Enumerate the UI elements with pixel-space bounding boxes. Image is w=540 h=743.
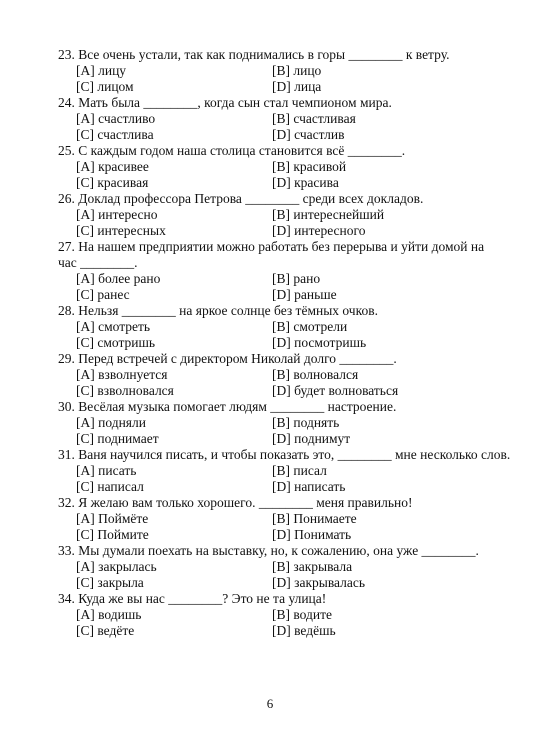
answer-option-c[interactable]: [C] ведёте bbox=[76, 623, 135, 638]
question-stem: 24. Мать была ________, когда сын стал чемпионом мира. bbox=[58, 95, 392, 110]
question-31 bbox=[58, 447, 511, 495]
answer-option-b[interactable]: [B] Понимаете bbox=[272, 511, 357, 526]
answer-option-c[interactable]: [C] интересных bbox=[76, 223, 166, 238]
answer-options bbox=[76, 207, 498, 239]
answer-option-d[interactable]: [D] написать bbox=[272, 479, 346, 494]
answer-option-d[interactable]: [D] счастлив bbox=[272, 127, 345, 142]
answer-options bbox=[76, 367, 498, 399]
answer-option-c[interactable]: [C] ранес bbox=[76, 287, 130, 302]
question-stem: 28. Нельзя ________ на яркое солнце без тёмных очков. bbox=[58, 303, 378, 318]
answer-options bbox=[76, 111, 498, 143]
question-stem: 26. Доклад профессора Петрова ________ среди всех докладов. bbox=[58, 191, 424, 206]
answer-option-c[interactable]: [C] поднимает bbox=[76, 431, 159, 446]
answer-option-d[interactable]: [D] закрывалась bbox=[272, 575, 366, 590]
answer-option-b[interactable]: [B] счастливая bbox=[272, 111, 356, 126]
answer-option-a[interactable]: [A] красивее bbox=[76, 159, 149, 174]
answer-options bbox=[76, 559, 498, 591]
answer-option-c[interactable]: [C] красивая bbox=[76, 175, 149, 190]
answer-option-a[interactable]: [A] Поймёте bbox=[76, 511, 149, 526]
question-stem: 27. На нашем предприятии можно работать без перерыва и уйти домой на час ________. bbox=[58, 239, 485, 270]
answer-option-d[interactable]: [D] красива bbox=[272, 175, 339, 190]
answer-option-d[interactable]: [D] интересного bbox=[272, 223, 366, 238]
answer-options bbox=[76, 511, 498, 543]
answer-option-b[interactable]: [B] волновался bbox=[272, 367, 359, 382]
answer-option-d[interactable]: [D] Понимать bbox=[272, 527, 352, 542]
answer-option-a[interactable]: [A] более рано bbox=[76, 271, 161, 286]
answer-option-c[interactable]: [C] смотришь bbox=[76, 335, 156, 350]
question-25 bbox=[58, 143, 498, 191]
answer-options bbox=[76, 415, 498, 447]
question-stem: 32. Я желаю вам только хорошего. ________ меня правильно! bbox=[58, 495, 413, 510]
answer-options bbox=[76, 607, 498, 639]
answer-option-d[interactable]: [D] ведёшь bbox=[272, 623, 336, 638]
answer-option-b[interactable]: [B] интереснейший bbox=[272, 207, 385, 222]
answer-option-b[interactable]: [B] писал bbox=[272, 463, 327, 478]
answer-option-d[interactable]: [D] посмотришь bbox=[272, 335, 367, 350]
question-24 bbox=[58, 95, 498, 143]
answer-option-c[interactable]: [C] написал bbox=[76, 479, 144, 494]
answer-option-b[interactable]: [B] смотрели bbox=[272, 319, 348, 334]
answer-option-d[interactable]: [D] будет волноваться bbox=[272, 383, 399, 398]
question-34 bbox=[58, 591, 498, 639]
answer-options bbox=[76, 63, 498, 95]
question-33 bbox=[58, 543, 498, 591]
question-29 bbox=[58, 351, 498, 399]
question-stem: 23. Все очень устали, так как поднимались в горы ________ к ветру. bbox=[58, 47, 450, 62]
question-28 bbox=[58, 303, 498, 351]
question-stem: 33. Мы думали поехать на выставку, но, к сожалению, она уже ________. bbox=[58, 543, 479, 558]
answer-option-b[interactable]: [B] поднять bbox=[272, 415, 340, 430]
answer-option-d[interactable]: [D] поднимут bbox=[272, 431, 351, 446]
question-26 bbox=[58, 191, 498, 239]
answer-option-d[interactable]: [D] раньше bbox=[272, 287, 337, 302]
answer-option-c[interactable]: [C] взволновался bbox=[76, 383, 174, 398]
answer-options bbox=[76, 319, 498, 351]
answer-option-c[interactable]: [C] закрыла bbox=[76, 575, 144, 590]
question-stem: 29. Перед встречей с директором Николай долго ________. bbox=[58, 351, 397, 366]
question-stem: 34. Куда же вы нас ________? Это не та улица! bbox=[58, 591, 327, 606]
question-30 bbox=[58, 399, 498, 447]
answer-option-a[interactable]: [A] интересно bbox=[76, 207, 158, 222]
answer-option-a[interactable]: [A] лицу bbox=[76, 63, 127, 78]
answer-option-b[interactable]: [B] рано bbox=[272, 271, 321, 286]
answer-option-a[interactable]: [A] писать bbox=[76, 463, 137, 478]
answer-option-a[interactable]: [A] закрылась bbox=[76, 559, 157, 574]
answer-option-b[interactable]: [B] закрывала bbox=[272, 559, 353, 574]
question-stem: 31. Ваня научился писать, и чтобы показать это, ________ мне несколько слов. bbox=[58, 447, 511, 462]
answer-option-b[interactable]: [B] водите bbox=[272, 607, 332, 622]
question-32 bbox=[58, 495, 498, 543]
answer-option-c[interactable]: [C] счастлива bbox=[76, 127, 154, 142]
answer-option-d[interactable]: [D] лица bbox=[272, 79, 322, 94]
question-27 bbox=[58, 239, 498, 303]
answer-option-a[interactable]: [A] водишь bbox=[76, 607, 142, 622]
answer-option-a[interactable]: [A] смотреть bbox=[76, 319, 151, 334]
answer-option-a[interactable]: [A] счастливо bbox=[76, 111, 156, 126]
question-list bbox=[58, 47, 511, 639]
question-23 bbox=[58, 47, 498, 95]
answer-options bbox=[76, 463, 498, 495]
answer-option-a[interactable]: [A] взволнуется bbox=[76, 367, 168, 382]
question-stem: 30. Весёлая музыка помогает людям ________ настроение. bbox=[58, 399, 397, 414]
answer-options bbox=[76, 271, 498, 303]
answer-options bbox=[76, 159, 498, 191]
question-stem: 25. С каждым годом наша столица становится всё ________. bbox=[58, 143, 406, 158]
answer-option-c[interactable]: [C] Поймите bbox=[76, 527, 149, 542]
answer-option-b[interactable]: [B] красивой bbox=[272, 159, 347, 174]
page-number: 6 bbox=[266, 696, 274, 711]
answer-option-a[interactable]: [A] подняли bbox=[76, 415, 146, 430]
answer-option-b[interactable]: [B] лицо bbox=[272, 63, 322, 78]
answer-option-c[interactable]: [C] лицом bbox=[76, 79, 134, 94]
